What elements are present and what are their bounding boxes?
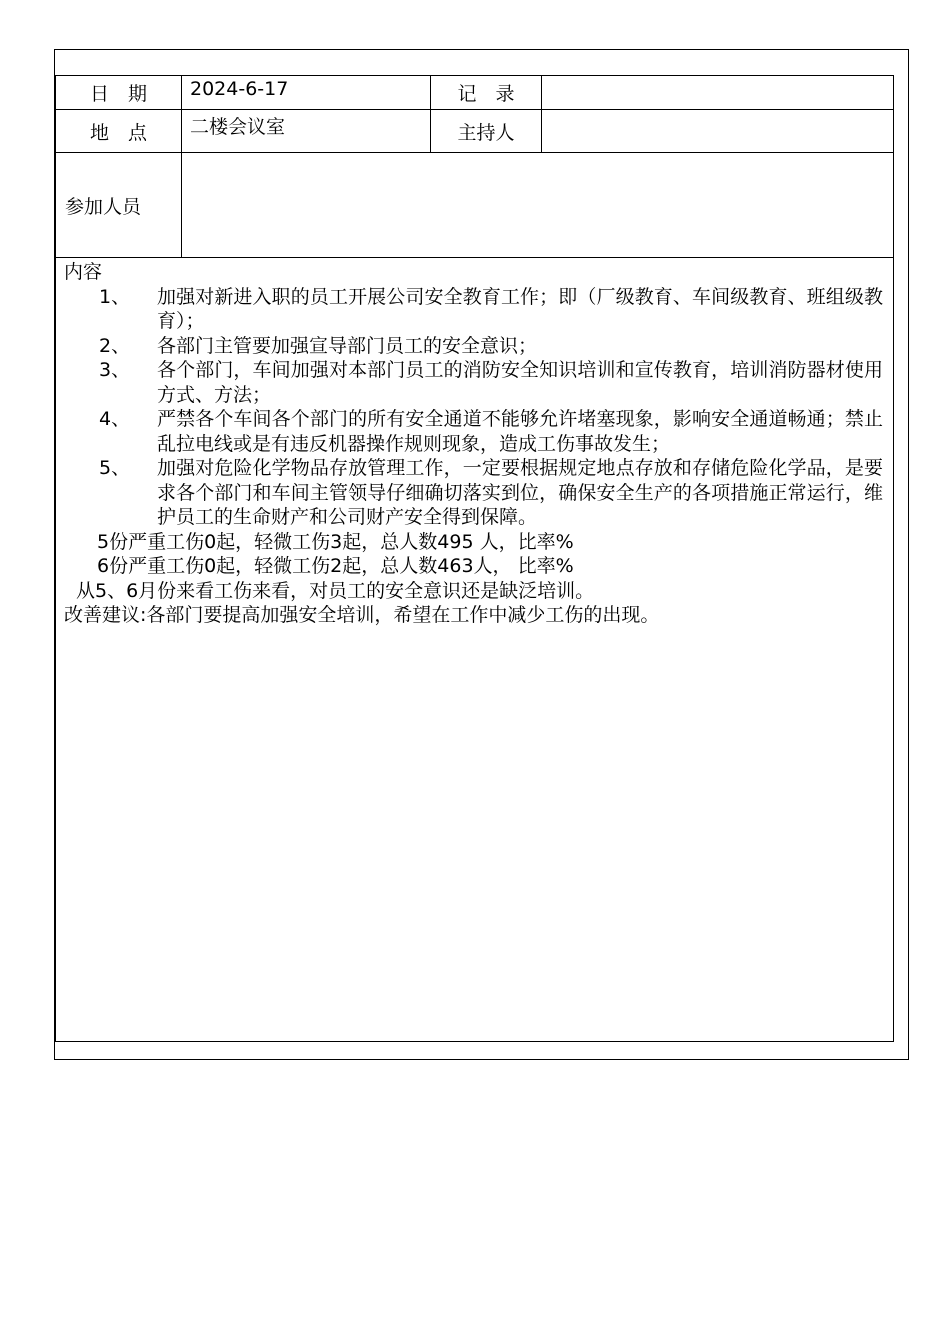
host-value[interactable] (542, 110, 894, 153)
list-item-text: 加强对危险化学物品存放管理工作，一定要根据规定地点存放和存储危险化学品，是要求各个部门和车间主管领导仔细确切落实到位，确保安全生产的各项措施正常运行，维护员工的生命财产和公司财产安全得到保障。 (157, 457, 883, 528)
attendees-label: 参加人员 (56, 153, 182, 258)
content-body (64, 260, 885, 628)
list-item-number: 3、 (99, 359, 131, 381)
list-item-number: 5、 (99, 457, 131, 479)
list-item (64, 285, 885, 334)
content-cell[interactable] (56, 258, 894, 1042)
list-item (64, 456, 885, 530)
content-heading: 内容 (64, 261, 103, 283)
list-item (64, 407, 885, 456)
host-label: 主持人 (431, 110, 542, 153)
list-item-number: 1、 (99, 285, 131, 308)
list-item-number: 2、 (99, 334, 131, 357)
attendees-row (56, 153, 894, 258)
date-row (56, 76, 894, 110)
list-item-text: 严禁各个车间各个部门的所有安全通道不能够允许堵塞现象，影响安全通道畅通；禁止乱拉电线或是有违反机器操作规则现象，造成工伤事故发生； (157, 408, 883, 455)
content-row (56, 258, 894, 1042)
record-label: 记 录 (431, 76, 542, 110)
list-item (64, 334, 885, 359)
summary-text: 从5、6月份来看工伤来看，对员工的安全意识还是缺泛培训。 (76, 579, 595, 602)
list-item-text: 各部门主管要加强宣导部门员工的安全意识； (157, 334, 538, 357)
record-value[interactable] (542, 76, 894, 110)
place-value[interactable]: 二楼会议室 (182, 110, 431, 153)
date-label: 日 期 (56, 76, 182, 110)
list-item-text: 各个部门，车间加强对本部门员工的消防安全知识培训和宣传教育，培训消防器材使用方式、方法； (157, 359, 883, 406)
list-item-text: 加强对新进入职的员工开展公司安全教育工作；即（厂级教育、车间级教育、班组级教育）； (157, 285, 883, 332)
list-item-number: 4、 (99, 408, 131, 430)
list-item (64, 358, 885, 407)
improvement-suggestion: 改善建议:各部门要提高加强安全培训，希望在工作中减少工伤的出现。 (64, 604, 660, 626)
may-injury-stat: 5份严重工伤0起，轻微工伤3起，总人数495 人，比率% (97, 530, 574, 553)
june-injury-stat: 6份严重工伤0起，轻微工伤2起，总人数463人， 比率% (97, 555, 574, 577)
place-label: 地 点 (56, 110, 182, 153)
place-row (56, 110, 894, 153)
date-value[interactable]: 2024-6-17 (182, 76, 431, 110)
attendees-value[interactable] (182, 153, 894, 258)
meeting-record-table (55, 75, 894, 1042)
